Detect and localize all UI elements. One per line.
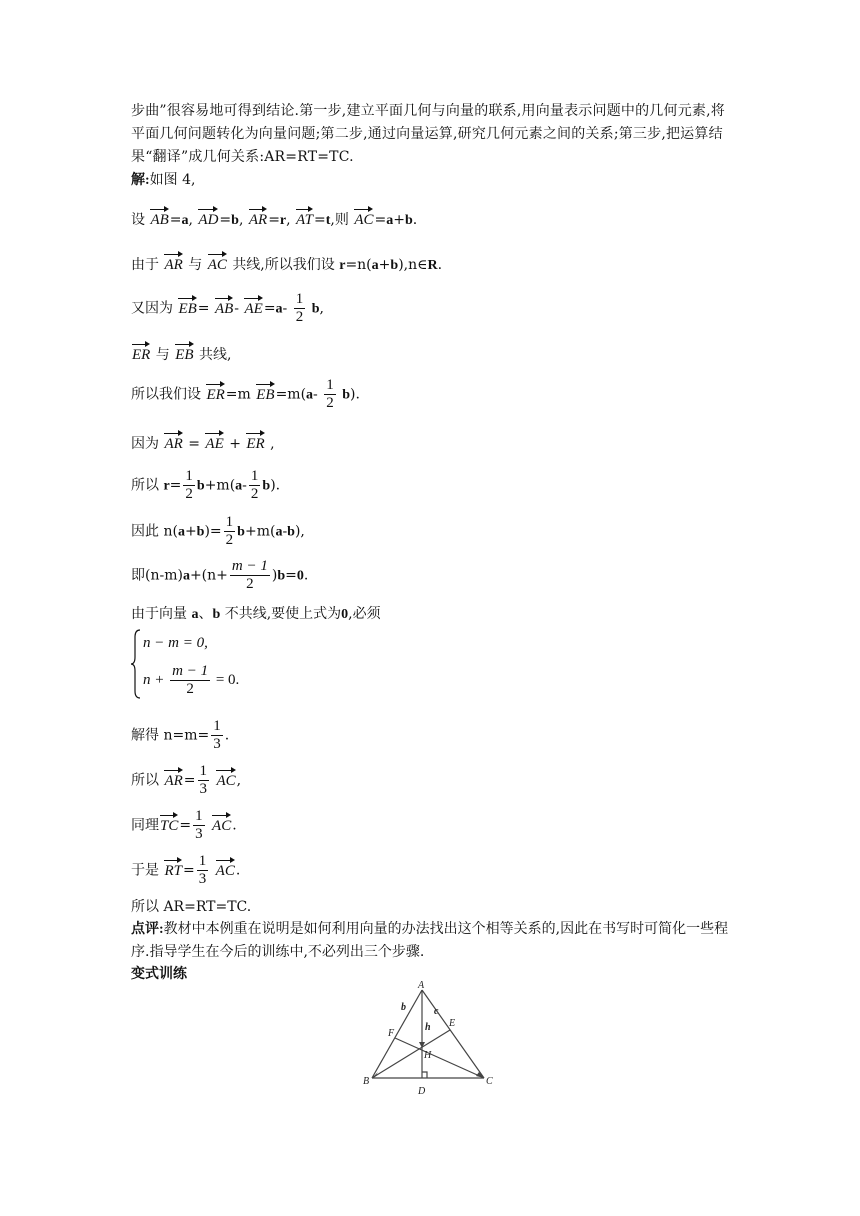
eq-line-14: 于是 RT= $\frac{1}{3}$ AC.	[131, 853, 241, 887]
text: 由于	[131, 257, 159, 273]
symbol-b: b	[212, 607, 221, 622]
text: 所以我们设	[131, 386, 201, 403]
vector-at: AT	[296, 206, 313, 229]
vector-ac: AC	[208, 251, 227, 274]
symbol-a: a	[191, 607, 199, 622]
text: 于是	[131, 862, 159, 879]
comment-paragraph	[131, 918, 731, 963]
fraction-m-minus-1: $\frac{m - 1}{2}$	[231, 558, 268, 592]
text: 设	[131, 212, 145, 228]
arrow-h	[419, 1042, 425, 1048]
label-b-vertex: B	[363, 1076, 370, 1087]
text: 所以	[131, 772, 159, 789]
vector-ae: AE	[205, 430, 223, 453]
eq-line-5: 所以我们设 ER=m EB=m(a- $\frac{1}{2}$ b).	[131, 377, 360, 411]
text: 因为	[131, 436, 159, 452]
label-vec-c: c	[434, 1006, 439, 1017]
label-d: D	[418, 1086, 426, 1097]
equation-system	[131, 629, 331, 703]
fraction-half: $\frac{1}{2}$	[185, 468, 193, 502]
intro-text: 步曲”很容易地可得到结论.第一步,建立平面几何与向量的联系,用向量表示问题中的几何元素,将平面几何问题转化为向量问题;第二步,通过向量运算,研究几何元素之间的关系;第三步,把运算结果“翻译”成几何关系:AR=RT=TC.	[131, 103, 725, 165]
text: 共线,	[199, 347, 232, 363]
text: 同理	[131, 817, 159, 834]
text: 、	[198, 606, 213, 622]
side-ab	[372, 990, 422, 1078]
vector-ac: AC	[216, 767, 235, 790]
text: 由于向量	[131, 606, 187, 622]
eq-line-1: 设 AB=a, AD=b, AR=r, AT=t,则 AC=a+b.	[131, 206, 417, 229]
text: 不共线,要使上式为	[224, 606, 342, 622]
eq-line-9: 即(n-m)a+(n+ $\frac{m - 1}{2}$ )b=0.	[131, 558, 309, 592]
text: 又因为	[131, 300, 173, 317]
fraction-half: $\frac{1}{2}$	[295, 291, 304, 325]
vector-ac: AC	[354, 206, 373, 229]
solution-label: 解:	[131, 173, 150, 188]
fraction-third: $\frac{1}{3}$	[213, 718, 221, 752]
text: ,则	[330, 212, 349, 228]
altitude-cf	[395, 1038, 484, 1078]
comment-text: 教材中本例重在说明是如何利用向量的办法找出这个相等关系的,因此在书写时可简化一些程序.指导学生在今后的训练中,不必列出三个步骤.	[131, 921, 729, 960]
solution-text: 如图 4,	[149, 172, 196, 188]
vector-er: ER	[206, 381, 224, 404]
symbol-a: a	[371, 258, 379, 273]
solution-line	[131, 169, 731, 192]
vector-er: ER	[246, 430, 264, 453]
label-h-point: H	[424, 1050, 432, 1061]
text: 因此	[131, 523, 159, 540]
brace-icon	[131, 629, 141, 699]
text: 与	[188, 257, 203, 273]
vector-tc: TC	[160, 812, 178, 835]
eq-line-7: 所以 r= $\frac{1}{2}$ b+m(a- $\frac{1}{2}$ b).	[131, 468, 281, 502]
eq-line-2: 由于 AR 与 AC 共线,所以我们设 r=n(a+b),n∈R.	[131, 251, 442, 274]
vector-ab: AB	[215, 295, 233, 318]
vector-ac: AC	[216, 857, 235, 880]
fraction-third: $\frac{1}{3}$	[195, 808, 203, 842]
vector-ar: AR	[164, 251, 182, 274]
vector-ar: AR	[164, 767, 182, 790]
text: 即	[131, 567, 145, 584]
vector-ac: AC	[212, 812, 231, 835]
text: =n(	[345, 257, 372, 273]
label-a: A	[418, 980, 425, 991]
text: ),n∈	[398, 257, 428, 273]
vector-eb: EB	[175, 341, 193, 364]
symbol-zero: 0	[341, 607, 349, 622]
label-e: E	[449, 1018, 456, 1029]
intro-paragraph	[131, 100, 731, 192]
vector-er: ER	[132, 341, 150, 364]
eq-line-8: 因此 n(a+b)= $\frac{1}{2}$ b+m(a-b),	[131, 514, 305, 548]
vector-rt: RT	[164, 857, 182, 880]
symbol-b: b	[390, 258, 399, 273]
fraction-third: $\frac{1}{3}$	[199, 763, 208, 797]
eq-line-13: 同理TC= $\frac{1}{3}$ AC.	[131, 808, 237, 842]
vector-ar: AR	[164, 430, 182, 453]
vector-ad: AD	[198, 206, 218, 229]
conclusion-text: 所以 AR=RT=TC.	[131, 899, 252, 915]
side-ac	[422, 990, 484, 1078]
eq-line-3: 又因为 EB= AB- AE=a- $\frac{1}{2}$ b,	[131, 291, 324, 325]
vector-eb: EB	[178, 295, 196, 318]
label-f: F	[388, 1028, 395, 1039]
eq-line-11: 解得 n=m= $\frac{1}{3}$ .	[131, 718, 230, 752]
symbol-r: r	[339, 258, 346, 273]
label-vec-h: h	[425, 1022, 431, 1033]
right-angle-d	[422, 1072, 427, 1078]
text: 所以	[131, 477, 159, 494]
text: ,必须	[348, 606, 381, 622]
eq-line-10	[131, 603, 381, 623]
eq-line-4	[131, 341, 231, 364]
vector-ar: AR	[249, 206, 267, 229]
text: 解得 n=m=	[131, 727, 210, 744]
triangle-figure	[360, 978, 500, 1098]
fraction-m-minus-1: $\frac{m - 1}{2}$	[172, 663, 209, 697]
fraction-half: $\frac{1}{2}$	[225, 514, 234, 548]
symbol-R: R	[427, 258, 438, 273]
text: 与	[155, 347, 170, 363]
vector-eb: EB	[256, 381, 274, 404]
conclusion-block	[131, 896, 731, 985]
comment-label: 点评:	[131, 922, 164, 937]
text: 共线,所以我们设	[232, 257, 335, 273]
altitude-be	[372, 1030, 450, 1078]
section-title: 变式训练	[131, 966, 187, 982]
fraction-third: $\frac{1}{3}$	[198, 853, 207, 887]
eq-line-12: 所以 AR= $\frac{1}{3}$ AC,	[131, 763, 242, 797]
vector-ab: AB	[150, 206, 168, 229]
vector-ae: AE	[244, 295, 262, 318]
fraction-half: $\frac{1}{2}$	[326, 377, 334, 411]
system-row-2: n + $\frac{m - 1}{2}$ = 0.	[143, 663, 240, 697]
label-c-vertex: C	[486, 1076, 493, 1087]
label-vec-b: b	[401, 1002, 406, 1013]
eq-line-6: 因为 AR = AE + ER ,	[131, 430, 275, 453]
fraction-half: $\frac{1}{2}$	[250, 468, 259, 502]
system-row-1: n − m = 0,	[143, 635, 208, 651]
